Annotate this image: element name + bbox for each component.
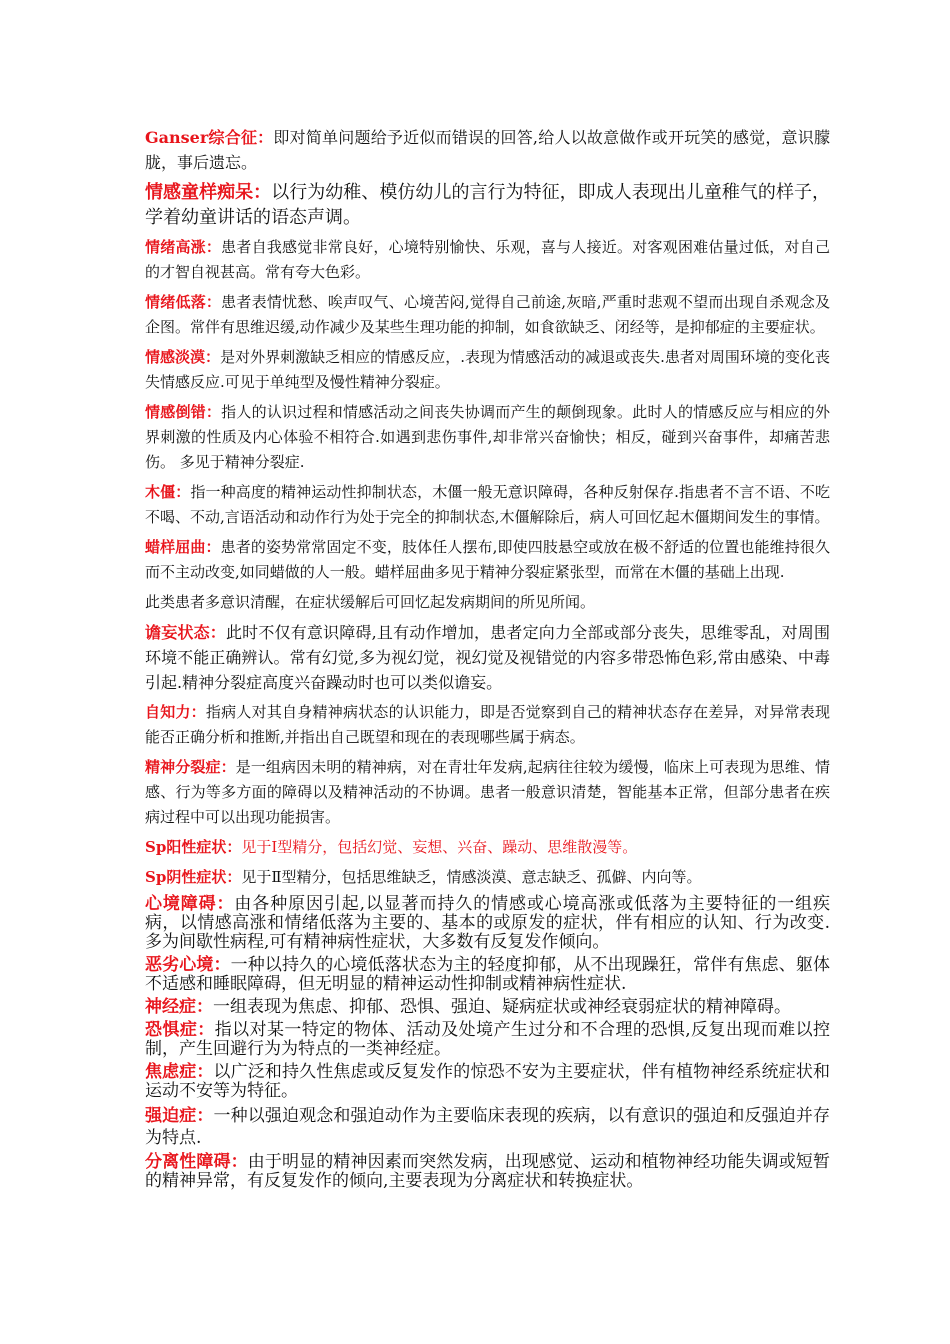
entry-term: 恐惧症： <box>145 1020 215 1040</box>
entry-term: 强迫症： <box>145 1106 214 1126</box>
entry-phobia <box>145 1021 830 1059</box>
entry-text: 指以对某一特定的物体、活动及处境产生过分和不合理的恐惧,反复出现而难以控制，产生回避行为为特点的一类神经症。 <box>145 1020 830 1059</box>
entry-term: 情绪高涨： <box>145 238 222 256</box>
entry-text: 患者自我感觉非常良好，心境特别愉快、乐观，喜与人接近。对客观困难估量过低，对自己的才智自视甚高。常有夸大色彩。 <box>145 238 830 281</box>
entry-term: 情绪低落： <box>145 293 222 311</box>
entry-text: 以行为幼稚、模仿幼儿的言行为特征，即成人表现出儿童稚气的样子，学着幼童讲话的语态声调。 <box>145 182 831 228</box>
entry-text: 以广泛和持久性焦虑或反复发作的惊恐不安为主要症状，伴有植物神经系统症状和运动不安等为特征。 <box>145 1062 831 1101</box>
entry-text: 由于明显的精神因素而突然发病，出现感觉、运动和植物神经功能失调或短暂的精神异常，有反复发作的倾向,主要表现为分离症状和转换症状。 <box>145 1152 831 1191</box>
entry-insight <box>145 700 830 750</box>
entry-text: 患者表情忧愁、唉声叹气、心境苦闷,觉得自己前途,灰暗,严重时悲观不望而出现自杀观念及企图。常伴有思维迟缓,动作减少及某些生理功能的抑制，如食欲缺乏、闭经等，是抑郁症的主要症状。 <box>145 293 830 336</box>
entry-neurosis <box>145 998 830 1017</box>
entry-ocd <box>145 1105 830 1149</box>
entry-text: 是一组病因未明的精神病，对在青壮年发病,起病往往较为缓慢，临床上可表现为思维、情感、行为等多方面的障碍以及精神活动的不协调。患者一般意识清楚，智能基本正常，但部分患者在疾病过程中可以出现功能损害。 <box>145 758 830 826</box>
entry-text: 见于Ⅱ型精分，包括思维缺乏，情感淡漠、意志缺乏、孤僻、内向等。 <box>241 868 702 886</box>
entry-term: 自知力： <box>145 703 206 721</box>
entry-ganser <box>145 125 830 175</box>
entry-stupor <box>145 480 830 530</box>
entry-term: Sp阴性症状： <box>145 868 242 886</box>
entry-negative-symptoms <box>145 865 830 890</box>
entry-mood-disorder <box>145 895 830 952</box>
entry-text: 一组表现为焦虑、抑郁、恐惧、强迫、疑病症状或神经衰弱症状的精神障碍。 <box>213 997 791 1017</box>
entry-schizophrenia <box>145 755 830 830</box>
entry-term: 情感童样痴呆： <box>145 182 272 203</box>
entry-waxy-flexibility <box>145 535 830 585</box>
entry-term: 分离性障碍： <box>145 1152 248 1172</box>
entry-parathymia <box>145 400 830 475</box>
entry-term: 蜡样屈曲： <box>145 538 221 556</box>
entry-anxiety-disorder <box>145 1063 830 1101</box>
entry-term: 心境障碍： <box>145 894 235 914</box>
entry-term: 情感倒错： <box>145 403 222 421</box>
entry-text: 一种以持久的心境低落状态为主的轻度抑郁，从不出现躁狂，常伴有焦虑、躯体不适感和睡眠障碍，但无明显的精神运动性抑制或精神病性症状. <box>145 955 831 994</box>
entry-term: Ganser综合征： <box>145 128 274 147</box>
entry-term: 谵妄状态： <box>145 623 226 642</box>
entry-elated-mood <box>145 235 830 285</box>
entry-term: 恶劣心境： <box>145 955 231 975</box>
entry-term: Sp阳性症状： <box>145 838 242 856</box>
entry-text: 即对简单问题给予近似而错误的回答,给人以故意做作或开玩笑的感觉，意识朦胧，事后遗忘。 <box>145 128 830 172</box>
entry-emotional-childishness <box>145 180 830 230</box>
entry-dysthymia <box>145 956 830 994</box>
entry-term: 情感淡漠： <box>145 348 221 366</box>
glossary-body <box>145 125 830 1195</box>
entry-delirium <box>145 620 830 695</box>
entry-text: 指一种高度的精神运动性抑制状态，木僵一般无意识障碍，各种反射保存.指患者不言不语、不吃不喝、不动,言语活动和动作行为处于完全的抑制状态,木僵解除后，病人可回忆起木僵期间发生的事情。 <box>145 483 830 526</box>
entry-text: 指人的认识过程和情感活动之间丧失协调而产生的颠倒现象。此时人的情感反应与相应的外界刺激的性质及内心体验不相符合.如遇到悲伤事件,却非常兴奋愉快；相反，碰到兴奋事件，却痛苦悲伤。 多见于精神分裂症. <box>145 403 830 471</box>
entry-text: 此时不仅有意识障碍,且有动作增加，患者定向力全部或部分丧失，思维零乱，对周围环境不能正确辨认。常有幻觉,多为视幻觉，视幻觉及视错觉的内容多带恐怖色彩,常由感染、中毒引起.精神分裂症高度兴奋躁动时也可以类似谵妄。 <box>145 623 830 692</box>
entry-term: 精神分裂症： <box>145 758 236 776</box>
entry-text: 患者的姿势常常固定不变，肢体任人摆布,即使四肢悬空或放在极不舒适的位置也能维持很久而不主动改变,如同蜡做的人一般。蜡样屈曲多见于精神分裂症紧张型，而常在木僵的基础上出现. <box>145 538 830 581</box>
entry-positive-symptoms <box>145 835 830 860</box>
entry-text: 见于Ⅰ型精分，包括幻觉、妄想、兴奋、躁动、思维散漫等。 <box>241 838 638 856</box>
entry-note <box>145 590 830 615</box>
entry-text: 一种以强迫观念和强迫动作为主要临床表现的疾病，以有意识的强迫和反强迫并存为特点. <box>145 1106 831 1148</box>
entry-depressed-mood <box>145 290 830 340</box>
entry-apathy <box>145 345 830 395</box>
entry-term: 木僵： <box>145 483 191 501</box>
entry-text: 此类患者多意识清醒，在症状缓解后可回忆起发病期间的所见所闻。 <box>145 593 596 611</box>
entry-term: 焦虑症： <box>145 1062 214 1082</box>
entry-text: 由各种原因引起,以显著而持久的情感或心境高涨或低落为主要特征的一组疾病，以情感高涨和情绪低落为主要的、基本的或原发的症状，伴有相应的认知、行为改变.多为间歇性病程,可有精神病性症状，大多数有反复发作倾向。 <box>145 894 830 952</box>
entry-dissociative-disorder <box>145 1153 830 1191</box>
entry-term: 神经症： <box>145 997 213 1017</box>
entry-text: 指病人对其自身精神病状态的认识能力，即是否觉察到自己的精神状态存在差异，对异常表现能否正确分析和推断,并指出自己既望和现在的表现哪些属于病态。 <box>145 703 830 746</box>
entry-text: 是对外界刺激缺乏相应的情感反应，.表现为情感活动的减退或丧失.患者对周围环境的变化丧失情感反应.可见于单纯型及慢性精神分裂症。 <box>145 348 830 391</box>
